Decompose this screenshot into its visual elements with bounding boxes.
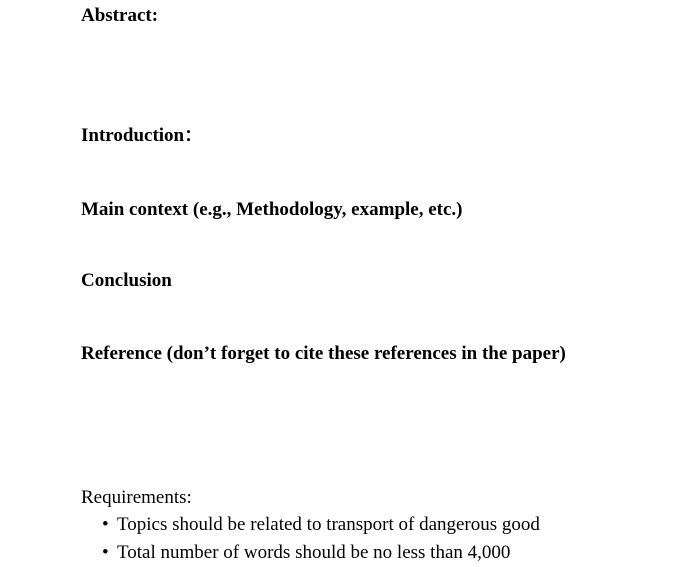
requirement-item-word-count [102, 539, 540, 567]
bullet-icon: • [102, 542, 109, 563]
main-context-heading: Main context (e.g., Methodology, example, etc.) [81, 199, 463, 220]
requirement-text: Topics should be related to transport of dangerous good [117, 514, 540, 535]
abstract-heading: Abstract: [81, 5, 159, 26]
requirement-text: Total number of words should be no less than 4,000 [117, 542, 511, 563]
introduction-heading: Introduction： [81, 125, 204, 146]
requirement-item-topic [102, 511, 540, 539]
requirements-title: Requirements: [81, 487, 192, 508]
conclusion-heading: Conclusion [81, 270, 172, 291]
bullet-icon: • [102, 514, 109, 535]
requirements-list [102, 511, 540, 567]
reference-heading: Reference (don’t forget to cite these references in the paper) [81, 343, 566, 364]
